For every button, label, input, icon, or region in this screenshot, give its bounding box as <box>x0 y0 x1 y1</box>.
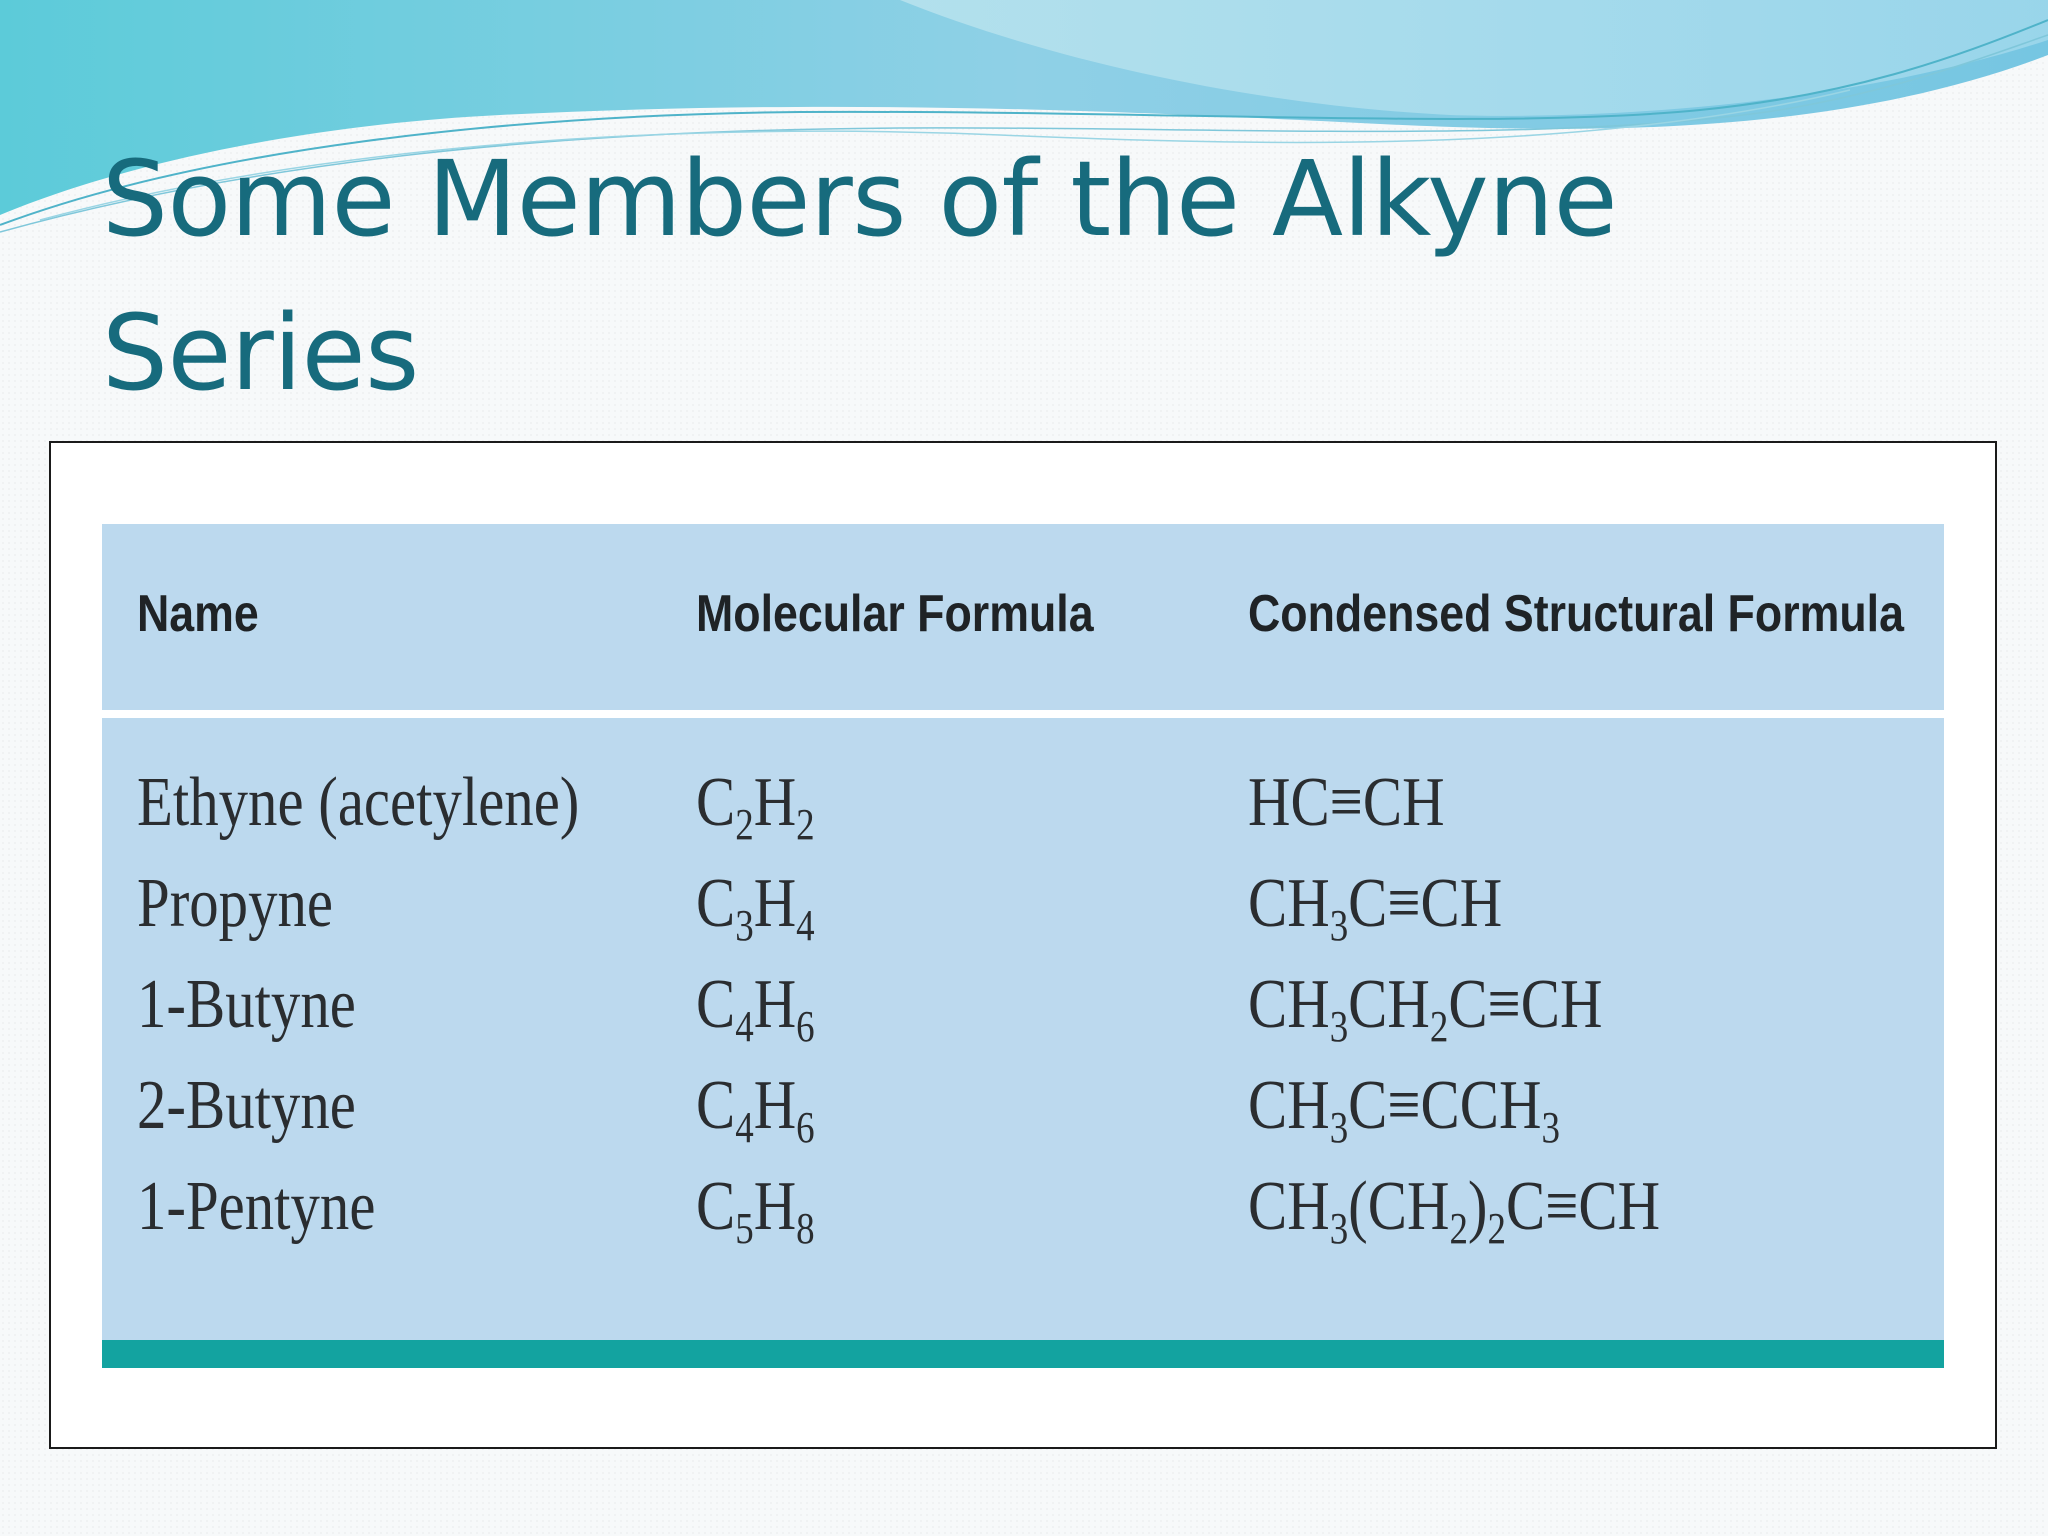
formula-text: CH <box>1248 966 1330 1043</box>
table-header-row <box>102 524 1944 710</box>
formula-subscript: 2 <box>1487 1204 1506 1253</box>
formula-text: ) <box>1467 1168 1488 1245</box>
formula-text: HC≡CH <box>1248 764 1445 841</box>
condensed-structural-formula <box>1248 1160 1660 1254</box>
formula-subscript: 2 <box>1449 1204 1468 1253</box>
formula-subscript: 3 <box>1329 1002 1349 1051</box>
compound-name: 1-Butyne <box>137 966 356 1043</box>
formula-text: CH <box>1248 865 1330 942</box>
formula-text: C <box>696 764 736 841</box>
molecular-formula <box>696 1160 815 1254</box>
table-row <box>102 756 1944 857</box>
condensed-structural-formula <box>1248 958 1602 1052</box>
formula-subscript: 5 <box>735 1204 754 1253</box>
formula-text: CH <box>1248 1168 1330 1245</box>
table-row <box>102 1059 1944 1160</box>
formula-text: CH <box>1348 966 1430 1043</box>
formula-subscript: 3 <box>1329 1103 1349 1152</box>
table-row <box>102 1160 1944 1261</box>
formula-subscript: 2 <box>1429 1002 1449 1051</box>
formula-subscript: 3 <box>1329 1204 1349 1253</box>
compound-name: Propyne <box>137 865 333 942</box>
formula-text: (CH <box>1348 1168 1450 1245</box>
formula-subscript: 2 <box>796 800 815 849</box>
formula-subscript: 3 <box>1541 1103 1560 1152</box>
formula-text: H <box>753 865 797 942</box>
formula-text: C≡CH <box>1448 966 1603 1043</box>
formula-subscript: 4 <box>735 1002 754 1051</box>
formula-subscript: 8 <box>796 1204 815 1253</box>
formula-text: CH <box>1248 1067 1330 1144</box>
table-row <box>102 857 1944 958</box>
formula-text: C <box>696 865 736 942</box>
formula-subscript: 4 <box>735 1103 754 1152</box>
molecular-formula <box>696 756 815 850</box>
formula-text: C <box>696 966 736 1043</box>
header-condensed-structural-formula: Condensed Structural Formula <box>1248 585 1904 643</box>
formula-text: C≡CH <box>1505 1168 1661 1245</box>
formula-subscript: 2 <box>735 800 754 849</box>
compound-name: 1-Pentyne <box>137 1168 376 1245</box>
formula-subscript: 6 <box>796 1103 815 1152</box>
compound-name: Ethyne (acetylene) <box>137 764 580 841</box>
table-bottom-bar <box>102 1340 1944 1368</box>
condensed-structural-formula <box>1248 1059 1560 1153</box>
formula-subscript: 3 <box>735 901 754 950</box>
formula-text: C <box>696 1168 736 1245</box>
formula-text: H <box>753 966 797 1043</box>
condensed-structural-formula <box>1248 756 1445 850</box>
table-row <box>102 958 1944 1059</box>
header-molecular-formula: Molecular Formula <box>696 585 1094 643</box>
formula-text: H <box>753 764 797 841</box>
header-divider <box>102 710 1944 718</box>
compound-name: 2-Butyne <box>137 1067 356 1144</box>
molecular-formula <box>696 958 815 1052</box>
formula-subscript: 4 <box>796 901 815 950</box>
formula-text: C≡CH <box>1348 865 1503 942</box>
formula-text: C <box>696 1067 736 1144</box>
formula-subscript: 3 <box>1329 901 1349 950</box>
molecular-formula <box>696 1059 815 1153</box>
condensed-structural-formula <box>1248 857 1502 951</box>
alkyne-table <box>102 524 1944 1368</box>
formula-subscript: 6 <box>796 1002 815 1051</box>
formula-text: H <box>753 1168 797 1245</box>
slide-title: Some Members of the Alkyne Series <box>102 138 1618 414</box>
table-body <box>102 756 1944 1261</box>
molecular-formula <box>696 857 815 951</box>
formula-text: H <box>753 1067 797 1144</box>
formula-text: C≡CCH <box>1348 1067 1542 1144</box>
header-name: Name <box>137 585 259 643</box>
